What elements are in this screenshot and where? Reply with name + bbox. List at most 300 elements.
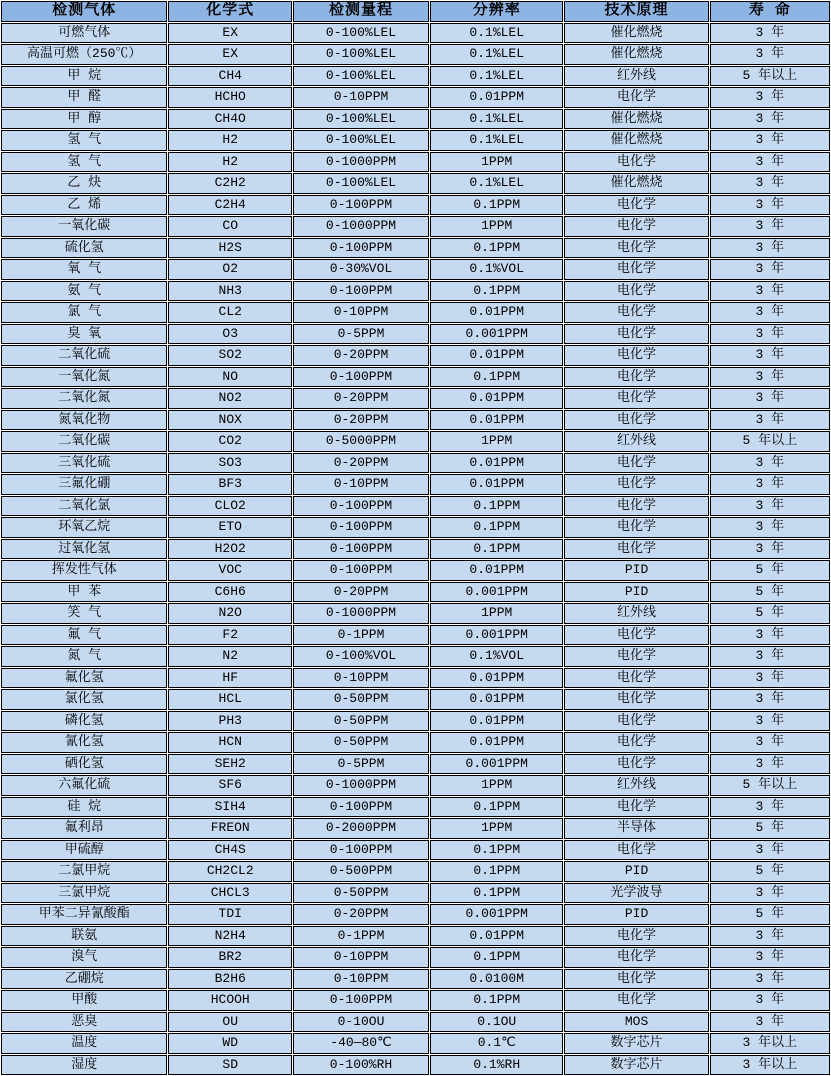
cell-range: 0-20PPM: [293, 345, 429, 366]
cell-gas: 可燃气体: [1, 23, 167, 44]
cell-lifespan: 5 年: [710, 818, 830, 839]
cell-lifespan: 3 年: [710, 281, 830, 302]
cell-lifespan: 3 年: [710, 625, 830, 646]
cell-principle: 电化学: [564, 840, 708, 861]
cell-gas: 三氯甲烷: [1, 883, 167, 904]
cell-range: 0-10PPM: [293, 302, 429, 323]
cell-lifespan: 3 年: [710, 345, 830, 366]
cell-resolution: 1PPM: [430, 216, 563, 237]
cell-resolution: 0.1PPM: [430, 990, 563, 1011]
cell-resolution: 0.1%LEL: [430, 44, 563, 65]
cell-range: 0-20PPM: [293, 904, 429, 925]
table-row: [1, 689, 830, 710]
cell-resolution: 0.001PPM: [430, 625, 563, 646]
cell-principle: 电化学: [564, 453, 708, 474]
cell-range: 0-5PPM: [293, 754, 429, 775]
cell-range: 0-100%LEL: [293, 173, 429, 194]
cell-resolution: 0.1%RH: [430, 1055, 563, 1076]
table-row: [1, 281, 830, 302]
cell-range: 0-2000PPM: [293, 818, 429, 839]
cell-resolution: 0.01PPM: [430, 732, 563, 753]
cell-lifespan: 5 年: [710, 560, 830, 581]
cell-principle: 催化燃烧: [564, 44, 708, 65]
cell-lifespan: 3 年: [710, 453, 830, 474]
cell-resolution: 0.1PPM: [430, 539, 563, 560]
cell-resolution: 0.1℃: [430, 1033, 563, 1054]
cell-gas: 氯化氢: [1, 689, 167, 710]
cell-gas: 硒化氢: [1, 754, 167, 775]
cell-principle: PID: [564, 560, 708, 581]
cell-principle: 电化学: [564, 87, 708, 108]
table-row: [1, 969, 830, 990]
cell-formula: HCN: [168, 732, 292, 753]
cell-lifespan: 3 年: [710, 152, 830, 173]
cell-gas: 甲 醇: [1, 109, 167, 130]
cell-formula: C2H4: [168, 195, 292, 216]
cell-resolution: 0.1PPM: [430, 797, 563, 818]
cell-gas: 氰化氢: [1, 732, 167, 753]
cell-principle: 红外线: [564, 66, 708, 87]
cell-gas: 联氨: [1, 926, 167, 947]
cell-principle: 电化学: [564, 367, 708, 388]
cell-principle: 电化学: [564, 754, 708, 775]
cell-gas: 六氟化硫: [1, 775, 167, 796]
cell-principle: 电化学: [564, 195, 708, 216]
cell-resolution: 1PPM: [430, 152, 563, 173]
cell-resolution: 0.1PPM: [430, 517, 563, 538]
cell-lifespan: 3 年: [710, 797, 830, 818]
cell-formula: N2O: [168, 603, 292, 624]
cell-resolution: 1PPM: [430, 603, 563, 624]
cell-resolution: 0.1PPM: [430, 883, 563, 904]
cell-formula: CH4O: [168, 109, 292, 130]
cell-gas: 环氧乙烷: [1, 517, 167, 538]
cell-lifespan: 5 年以上: [710, 775, 830, 796]
cell-gas: 甲硫醇: [1, 840, 167, 861]
cell-lifespan: 3 年: [710, 754, 830, 775]
table-row: [1, 904, 830, 925]
cell-formula: SO2: [168, 345, 292, 366]
cell-formula: CO: [168, 216, 292, 237]
cell-resolution: 0.01PPM: [430, 87, 563, 108]
cell-range: 0-20PPM: [293, 388, 429, 409]
table-row: [1, 990, 830, 1011]
cell-lifespan: 3 年: [710, 302, 830, 323]
cell-range: 0-5000PPM: [293, 431, 429, 452]
table-row: [1, 775, 830, 796]
cell-resolution: 0.1%VOL: [430, 646, 563, 667]
cell-principle: 电化学: [564, 668, 708, 689]
cell-resolution: 0.1%LEL: [430, 66, 563, 87]
table-body: [1, 23, 830, 1076]
cell-principle: 电化学: [564, 388, 708, 409]
cell-gas: 溴气: [1, 947, 167, 968]
cell-principle: 电化学: [564, 474, 708, 495]
cell-lifespan: 3 年: [710, 926, 830, 947]
cell-formula: N2: [168, 646, 292, 667]
cell-resolution: 0.1%LEL: [430, 173, 563, 194]
cell-principle: PID: [564, 904, 708, 925]
cell-gas: 乙 烯: [1, 195, 167, 216]
cell-resolution: 0.1%LEL: [430, 23, 563, 44]
cell-principle: 电化学: [564, 410, 708, 431]
cell-principle: 电化学: [564, 969, 708, 990]
cell-principle: 催化燃烧: [564, 173, 708, 194]
table-header: [1, 1, 830, 22]
column-header-lifespan: 寿 命: [710, 1, 830, 22]
cell-lifespan: 5 年: [710, 904, 830, 925]
cell-range: 0-1000PPM: [293, 775, 429, 796]
cell-formula: H2: [168, 130, 292, 151]
table-row: [1, 883, 830, 904]
cell-range: 0-1000PPM: [293, 216, 429, 237]
table-row: [1, 109, 830, 130]
cell-range: 0-100%RH: [293, 1055, 429, 1076]
cell-formula: BF3: [168, 474, 292, 495]
cell-gas: 二氧化硫: [1, 345, 167, 366]
column-header-principle: 技术原理: [564, 1, 708, 22]
cell-principle: 电化学: [564, 152, 708, 173]
cell-resolution: 0.01PPM: [430, 474, 563, 495]
cell-formula: B2H6: [168, 969, 292, 990]
cell-principle: 数字芯片: [564, 1055, 708, 1076]
table-row: [1, 302, 830, 323]
cell-resolution: 0.1PPM: [430, 840, 563, 861]
cell-principle: 电化学: [564, 646, 708, 667]
cell-resolution: 0.001PPM: [430, 324, 563, 345]
cell-resolution: 0.01PPM: [430, 926, 563, 947]
cell-range: 0-1PPM: [293, 926, 429, 947]
cell-principle: 催化燃烧: [564, 109, 708, 130]
cell-resolution: 1PPM: [430, 775, 563, 796]
table-row: [1, 431, 830, 452]
table-row: [1, 23, 830, 44]
cell-resolution: 0.01PPM: [430, 388, 563, 409]
cell-formula: H2O2: [168, 539, 292, 560]
table-row: [1, 345, 830, 366]
cell-principle: 电化学: [564, 324, 708, 345]
cell-gas: 甲 醛: [1, 87, 167, 108]
cell-gas: 硅 烷: [1, 797, 167, 818]
cell-range: 0-10PPM: [293, 947, 429, 968]
cell-principle: 红外线: [564, 431, 708, 452]
cell-resolution: 0.1%LEL: [430, 130, 563, 151]
cell-principle: 数字芯片: [564, 1033, 708, 1054]
cell-lifespan: 5 年以上: [710, 431, 830, 452]
column-header-range: 检测量程: [293, 1, 429, 22]
cell-principle: 电化学: [564, 711, 708, 732]
column-header-gas: 检测气体: [1, 1, 167, 22]
cell-principle: 电化学: [564, 689, 708, 710]
cell-range: 0-10PPM: [293, 474, 429, 495]
cell-resolution: 0.1PPM: [430, 861, 563, 882]
cell-gas: 甲苯二异氰酸酯: [1, 904, 167, 925]
cell-principle: 催化燃烧: [564, 130, 708, 151]
table-row: [1, 646, 830, 667]
cell-formula: HCL: [168, 689, 292, 710]
cell-lifespan: 3 年: [710, 539, 830, 560]
column-header-formula: 化学式: [168, 1, 292, 22]
cell-resolution: 0.001PPM: [430, 754, 563, 775]
cell-gas: 三氧化硫: [1, 453, 167, 474]
cell-lifespan: 5 年: [710, 861, 830, 882]
cell-range: 0-100PPM: [293, 560, 429, 581]
cell-range: 0-100PPM: [293, 797, 429, 818]
cell-gas: 挥发性气体: [1, 560, 167, 581]
cell-gas: 乙硼烷: [1, 969, 167, 990]
cell-formula: O2: [168, 259, 292, 280]
cell-formula: O3: [168, 324, 292, 345]
cell-lifespan: 5 年以上: [710, 66, 830, 87]
cell-resolution: 0.1PPM: [430, 238, 563, 259]
cell-range: 0-100%LEL: [293, 130, 429, 151]
cell-range: 0-100PPM: [293, 840, 429, 861]
cell-principle: 光学波导: [564, 883, 708, 904]
table-row: [1, 1012, 830, 1033]
cell-principle: 电化学: [564, 539, 708, 560]
cell-range: 0-50PPM: [293, 883, 429, 904]
cell-resolution: 0.1PPM: [430, 496, 563, 517]
table-row: [1, 44, 830, 65]
cell-principle: 电化学: [564, 625, 708, 646]
cell-formula: OU: [168, 1012, 292, 1033]
cell-resolution: 0.1PPM: [430, 195, 563, 216]
cell-range: 0-1PPM: [293, 625, 429, 646]
cell-gas: 氨 气: [1, 281, 167, 302]
cell-range: 0-1000PPM: [293, 603, 429, 624]
cell-formula: NO: [168, 367, 292, 388]
cell-gas: 二氧化碳: [1, 431, 167, 452]
cell-range: 0-100PPM: [293, 517, 429, 538]
cell-range: 0-100PPM: [293, 281, 429, 302]
header-row: [1, 1, 830, 22]
table-row: [1, 496, 830, 517]
cell-gas: 氧 气: [1, 259, 167, 280]
cell-lifespan: 3 年: [710, 947, 830, 968]
cell-lifespan: 3 年: [710, 990, 830, 1011]
cell-lifespan: 3 年: [710, 109, 830, 130]
cell-principle: 电化学: [564, 947, 708, 968]
table-row: [1, 130, 830, 151]
table-row: [1, 947, 830, 968]
table-row: [1, 410, 830, 431]
cell-range: 0-100%LEL: [293, 23, 429, 44]
cell-gas: 笑 气: [1, 603, 167, 624]
cell-range: 0-20PPM: [293, 582, 429, 603]
cell-formula: EX: [168, 23, 292, 44]
table-row: [1, 474, 830, 495]
cell-gas: 氟利昂: [1, 818, 167, 839]
cell-principle: 电化学: [564, 797, 708, 818]
cell-resolution: 0.001PPM: [430, 904, 563, 925]
cell-range: 0-100%LEL: [293, 66, 429, 87]
cell-resolution: 0.1PPM: [430, 367, 563, 388]
cell-principle: 电化学: [564, 259, 708, 280]
table-row: [1, 926, 830, 947]
cell-range: 0-100PPM: [293, 367, 429, 388]
cell-formula: HCOOH: [168, 990, 292, 1011]
cell-gas: 氮 气: [1, 646, 167, 667]
cell-lifespan: 3 年: [710, 668, 830, 689]
cell-lifespan: 3 年: [710, 388, 830, 409]
cell-range: 0-10OU: [293, 1012, 429, 1033]
cell-gas: 甲 苯: [1, 582, 167, 603]
cell-range: 0-50PPM: [293, 689, 429, 710]
cell-resolution: 0.1OU: [430, 1012, 563, 1033]
cell-formula: H2S: [168, 238, 292, 259]
cell-lifespan: 5 年: [710, 582, 830, 603]
cell-formula: CHCL3: [168, 883, 292, 904]
cell-lifespan: 3 年以上: [710, 1033, 830, 1054]
cell-formula: F2: [168, 625, 292, 646]
cell-resolution: 0.1PPM: [430, 947, 563, 968]
cell-range: 0-500PPM: [293, 861, 429, 882]
table-row: [1, 388, 830, 409]
table-row: [1, 668, 830, 689]
table-row: [1, 173, 830, 194]
table-row: [1, 797, 830, 818]
cell-gas: 二氧化氮: [1, 388, 167, 409]
cell-range: 0-20PPM: [293, 410, 429, 431]
cell-range: 0-100PPM: [293, 990, 429, 1011]
cell-principle: PID: [564, 861, 708, 882]
cell-gas: 氟 气: [1, 625, 167, 646]
cell-principle: 红外线: [564, 775, 708, 796]
cell-lifespan: 3 年: [710, 216, 830, 237]
cell-lifespan: 3 年: [710, 711, 830, 732]
cell-range: -40—80℃: [293, 1033, 429, 1054]
cell-gas: 氢 气: [1, 130, 167, 151]
cell-lifespan: 3 年: [710, 969, 830, 990]
cell-formula: C2H2: [168, 173, 292, 194]
cell-gas: 乙 炔: [1, 173, 167, 194]
cell-formula: CLO2: [168, 496, 292, 517]
cell-lifespan: 3 年: [710, 87, 830, 108]
cell-principle: 电化学: [564, 517, 708, 538]
table-row: [1, 603, 830, 624]
cell-gas: 高温可燃（250℃）: [1, 44, 167, 65]
cell-lifespan: 3 年: [710, 173, 830, 194]
cell-lifespan: 3 年: [710, 23, 830, 44]
cell-resolution: 0.01PPM: [430, 302, 563, 323]
cell-formula: PH3: [168, 711, 292, 732]
cell-range: 0-100%LEL: [293, 109, 429, 130]
cell-resolution: 0.01PPM: [430, 453, 563, 474]
cell-lifespan: 3 年: [710, 410, 830, 431]
cell-formula: SIH4: [168, 797, 292, 818]
cell-range: 0-100PPM: [293, 195, 429, 216]
column-header-resolution: 分辨率: [430, 1, 563, 22]
cell-lifespan: 3 年: [710, 646, 830, 667]
table-row: [1, 66, 830, 87]
cell-gas: 氯 气: [1, 302, 167, 323]
cell-formula: CH4: [168, 66, 292, 87]
cell-range: 0-100PPM: [293, 539, 429, 560]
cell-lifespan: 3 年: [710, 883, 830, 904]
table-row: [1, 539, 830, 560]
cell-resolution: 1PPM: [430, 431, 563, 452]
cell-gas: 硫化氢: [1, 238, 167, 259]
cell-resolution: 0.01PPM: [430, 410, 563, 431]
cell-resolution: 0.1%LEL: [430, 109, 563, 130]
cell-gas: 一氧化氮: [1, 367, 167, 388]
cell-resolution: 0.01PPM: [430, 689, 563, 710]
cell-formula: EX: [168, 44, 292, 65]
cell-principle: 电化学: [564, 732, 708, 753]
cell-formula: BR2: [168, 947, 292, 968]
cell-gas: 甲 烷: [1, 66, 167, 87]
table-row: [1, 216, 830, 237]
cell-formula: HCHO: [168, 87, 292, 108]
table-row: [1, 517, 830, 538]
cell-gas: 氮氧化物: [1, 410, 167, 431]
cell-range: 0-10PPM: [293, 668, 429, 689]
cell-range: 0-10PPM: [293, 969, 429, 990]
cell-resolution: 0.0100M: [430, 969, 563, 990]
table-row: [1, 195, 830, 216]
cell-formula: N2H4: [168, 926, 292, 947]
cell-resolution: 0.1%VOL: [430, 259, 563, 280]
cell-gas: 温度: [1, 1033, 167, 1054]
cell-gas: 磷化氢: [1, 711, 167, 732]
cell-gas: 过氧化氢: [1, 539, 167, 560]
cell-lifespan: 3 年: [710, 689, 830, 710]
cell-formula: NOX: [168, 410, 292, 431]
table-row: [1, 711, 830, 732]
cell-range: 0-1000PPM: [293, 152, 429, 173]
cell-lifespan: 3 年: [710, 474, 830, 495]
cell-range: 0-100%LEL: [293, 44, 429, 65]
cell-formula: CO2: [168, 431, 292, 452]
table-row: [1, 367, 830, 388]
cell-formula: C6H6: [168, 582, 292, 603]
table-row: [1, 818, 830, 839]
cell-formula: FREON: [168, 818, 292, 839]
cell-formula: H2: [168, 152, 292, 173]
cell-principle: 电化学: [564, 281, 708, 302]
cell-principle: 半导体: [564, 818, 708, 839]
cell-gas: 一氧化碳: [1, 216, 167, 237]
cell-gas: 甲酸: [1, 990, 167, 1011]
cell-lifespan: 3 年: [710, 517, 830, 538]
table-row: [1, 732, 830, 753]
cell-resolution: 0.01PPM: [430, 560, 563, 581]
cell-lifespan: 3 年: [710, 496, 830, 517]
cell-range: 0-30%VOL: [293, 259, 429, 280]
table-row: [1, 259, 830, 280]
table-row: [1, 754, 830, 775]
cell-gas: 恶臭: [1, 1012, 167, 1033]
cell-gas: 二氧化氯: [1, 496, 167, 517]
cell-principle: 电化学: [564, 926, 708, 947]
cell-principle: 电化学: [564, 345, 708, 366]
cell-range: 0-5PPM: [293, 324, 429, 345]
cell-formula: CL2: [168, 302, 292, 323]
cell-lifespan: 3 年: [710, 1012, 830, 1033]
cell-resolution: 1PPM: [430, 818, 563, 839]
table-row: [1, 861, 830, 882]
cell-formula: SD: [168, 1055, 292, 1076]
cell-principle: 红外线: [564, 603, 708, 624]
cell-gas: 湿度: [1, 1055, 167, 1076]
cell-principle: 电化学: [564, 302, 708, 323]
cell-resolution: 0.001PPM: [430, 582, 563, 603]
cell-lifespan: 3 年: [710, 130, 830, 151]
table-row: [1, 324, 830, 345]
cell-formula: HF: [168, 668, 292, 689]
table-row: [1, 1033, 830, 1054]
cell-formula: TDI: [168, 904, 292, 925]
